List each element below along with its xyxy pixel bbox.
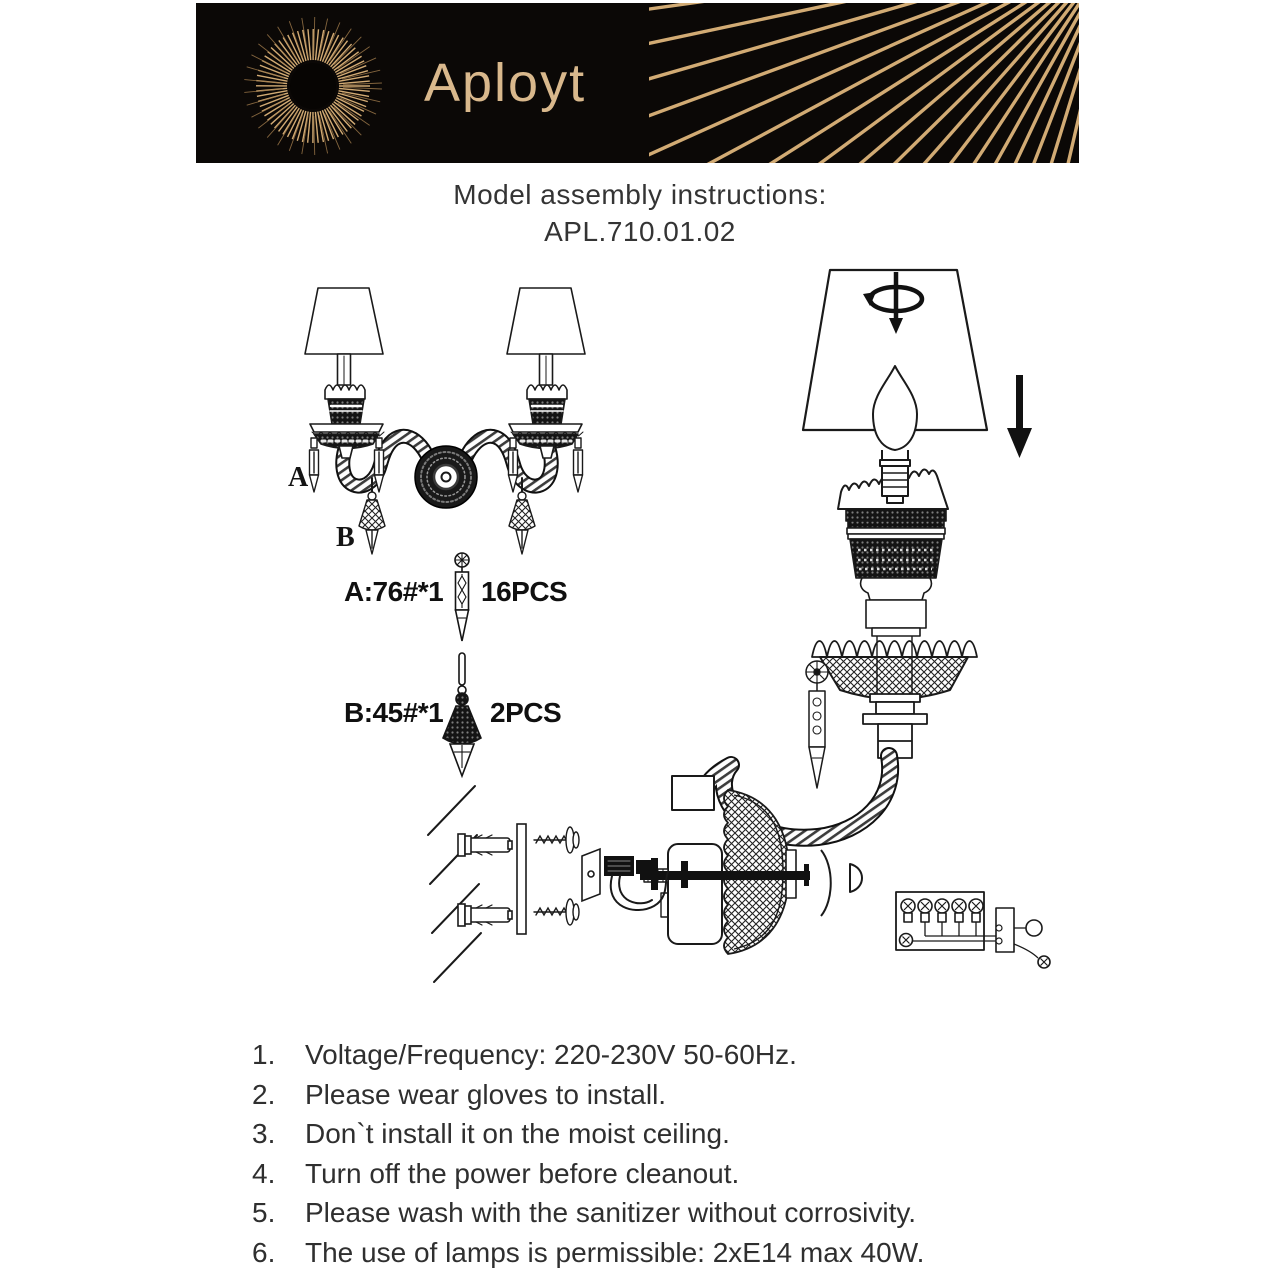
instruction-item [252, 1154, 1102, 1194]
wall-mounting-drawing [428, 786, 668, 982]
instruction-number: 4. [252, 1157, 276, 1189]
part-b-quantity: 2PCS [490, 697, 562, 728]
instruction-text: The use of lamps is permissible: 2xE14 max 40W. [305, 1236, 925, 1268]
left-lamp [305, 288, 384, 458]
wire-connector-cluster [604, 856, 668, 910]
instruction-number: 5. [252, 1197, 276, 1229]
washer-and-cap-pieces [821, 850, 862, 916]
instruction-number: 3. [252, 1118, 276, 1150]
model-number: APL.710.01.02 [544, 216, 736, 247]
instruction-item [252, 1193, 1102, 1233]
brand-name: Aployt [424, 53, 587, 113]
instruction-number: 6. [252, 1236, 276, 1268]
arm-connector-block [672, 776, 714, 810]
socket-body [846, 509, 946, 636]
mounting-strip [517, 824, 526, 934]
instruction-item [252, 1075, 1102, 1115]
terminal-screws [901, 899, 983, 922]
instruction-text: Don`t install it on the moist ceiling. [305, 1118, 730, 1150]
instruction-text: Please wear gloves to install. [305, 1078, 667, 1110]
instruction-text: Voltage/Frequency: 220-230V 50-60Hz. [305, 1039, 797, 1070]
wiring-terminal-block [896, 892, 1050, 968]
mounting-bracket-box [661, 844, 722, 944]
instructions-list [252, 1035, 1102, 1273]
wall-hatch-lines [428, 786, 481, 982]
pendant-label-a: A [288, 462, 309, 493]
instruction-item [252, 1035, 1102, 1075]
page-title: Model assembly instructions: [453, 179, 827, 210]
part-b-code: B:45#*1 [344, 697, 444, 728]
sconce-front-view-drawing [305, 288, 585, 554]
wall-plate [582, 849, 600, 901]
bobeche-dish [812, 641, 977, 702]
pendant-label-b: B [336, 522, 355, 553]
right-lamp [507, 288, 585, 458]
instruction-number: 1. [252, 1039, 276, 1070]
instruction-item [252, 1114, 1102, 1154]
down-arrow-icon [1007, 375, 1032, 458]
instruction-text: Please wash with the sanitizer without corrosivity. [305, 1197, 917, 1229]
instruction-number: 2. [252, 1078, 276, 1110]
instruction-item [252, 1233, 1102, 1273]
part-a-quantity: 16PCS [481, 576, 568, 607]
wall-anchors [458, 834, 512, 926]
rosette-and-pendant [806, 661, 828, 788]
wall-medallion [415, 446, 477, 508]
crystal-drop-a-icon [455, 553, 469, 641]
mounting-screws [534, 827, 579, 925]
part-a-code: A:76#*1 [344, 576, 444, 607]
exploded-assembly-drawing [640, 270, 1050, 968]
crystal-bell-pendant-b-icon [443, 653, 481, 776]
instruction-text: Turn off the power before cleanout. [305, 1157, 740, 1189]
